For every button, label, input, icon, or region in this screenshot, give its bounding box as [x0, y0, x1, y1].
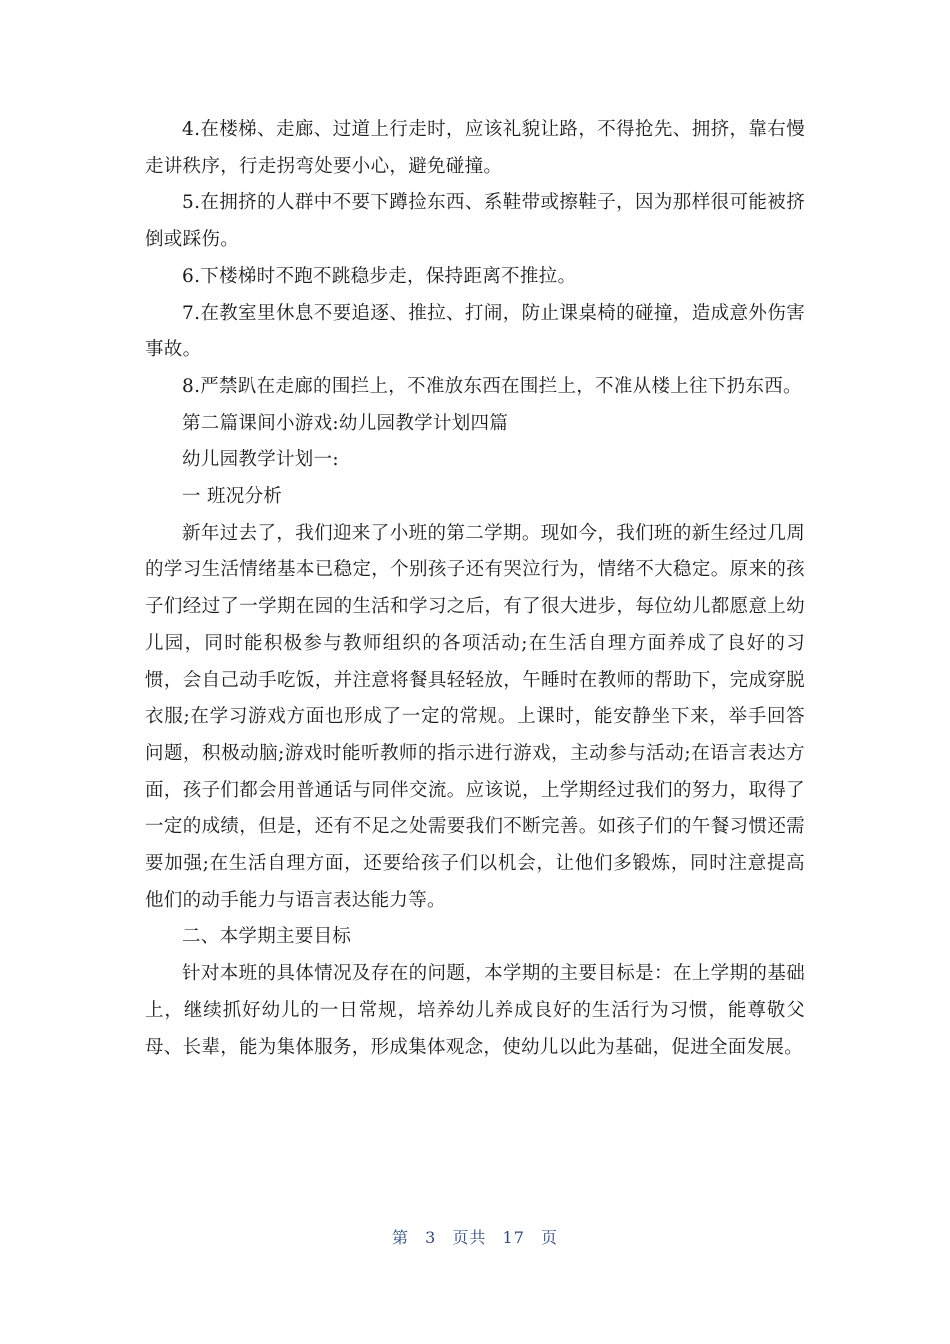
section-heading-second-article: 第二篇课间小游戏:幼儿园教学计划四篇: [182, 412, 509, 434]
paragraph-class-analysis: 新年过去了，我们迎来了小班的第二学期。现如今，我们班的新生经过几周的学习生活情绪基本已稳定，个别孩子还有哭泣行为，情绪不大稳定。原来的孩子们经过了一学期在园的生活和学习之后，有了很大进步，每位幼儿都愿意上幼儿园，同时能积极参与教师组织的各项活动;在生活自理方面养成了良好的习惯，会自己动手吃饭，并注意将餐具轻轻放，午睡时在教师的帮助下，完成穿脱衣服;在学习游戏方面也形成了一定的常规。上课时，能安静坐下来，举手回答问题，积极动脑;游戏时能听教师的指示进行游戏，主动参与活动;在语言表达方面，孩子们都会用普通话与同伴交流。应该说，上学期经过我们的努力，取得了一定的成绩，但是，还有不足之处需要我们不断完善。如孩子们的午餐习惯还需要加强;在生活自理方面，还要给孩子们以机会，让他们多锻炼，同时注意提高他们的动手能力与语言表达能力等。: [145, 522, 805, 911]
footer-middle: 页共: [452, 1228, 487, 1247]
subheading-plan-one: 幼儿园教学计划一:: [182, 449, 339, 471]
document-body: [145, 112, 805, 1066]
subheading-class-analysis: 一 班况分析: [182, 486, 283, 508]
footer-current-page: 3: [425, 1228, 437, 1247]
footer-prefix: 第: [392, 1228, 410, 1247]
paragraph-rule-6: 6.下楼梯时不跑不跳稳步走，保持距离不推拉。: [182, 265, 577, 287]
footer-total-pages: 17: [502, 1228, 525, 1247]
paragraph-semester-goals: 针对本班的具体情况及存在的问题，本学期的主要目标是：在上学期的基础上，继续抓好幼儿的一日常规，培养幼儿养成良好的生活行为习惯，能尊敬父母、长辈，能为集体服务，形成集体观念，使幼儿以此为基础，促进全面发展。: [145, 963, 805, 1058]
paragraph-rule-4: 4.在楼梯、走廊、过道上行走时，应该礼貌让路，不得抢先、拥挤，靠右慢走讲秩序，行走拐弯处要小心，避免碰撞。: [145, 119, 805, 177]
page-footer: [0, 1225, 950, 1248]
paragraph-rule-8: 8.严禁趴在走廊的围拦上，不准放东西在围拦上，不准从楼上往下扔东西。: [182, 375, 802, 397]
paragraph-rule-7: 7.在教室里休息不要追逐、推拉、打闹，防止课桌椅的碰撞，造成意外伤害事故。: [145, 302, 805, 361]
paragraph-rule-5: 5.在拥挤的人群中不要下蹲捡东西、系鞋带或擦鞋子，因为那样很可能被挤倒或踩伤。: [145, 192, 805, 251]
subheading-semester-goals: 二、本学期主要目标: [182, 926, 352, 948]
footer-suffix: 页: [540, 1228, 558, 1247]
